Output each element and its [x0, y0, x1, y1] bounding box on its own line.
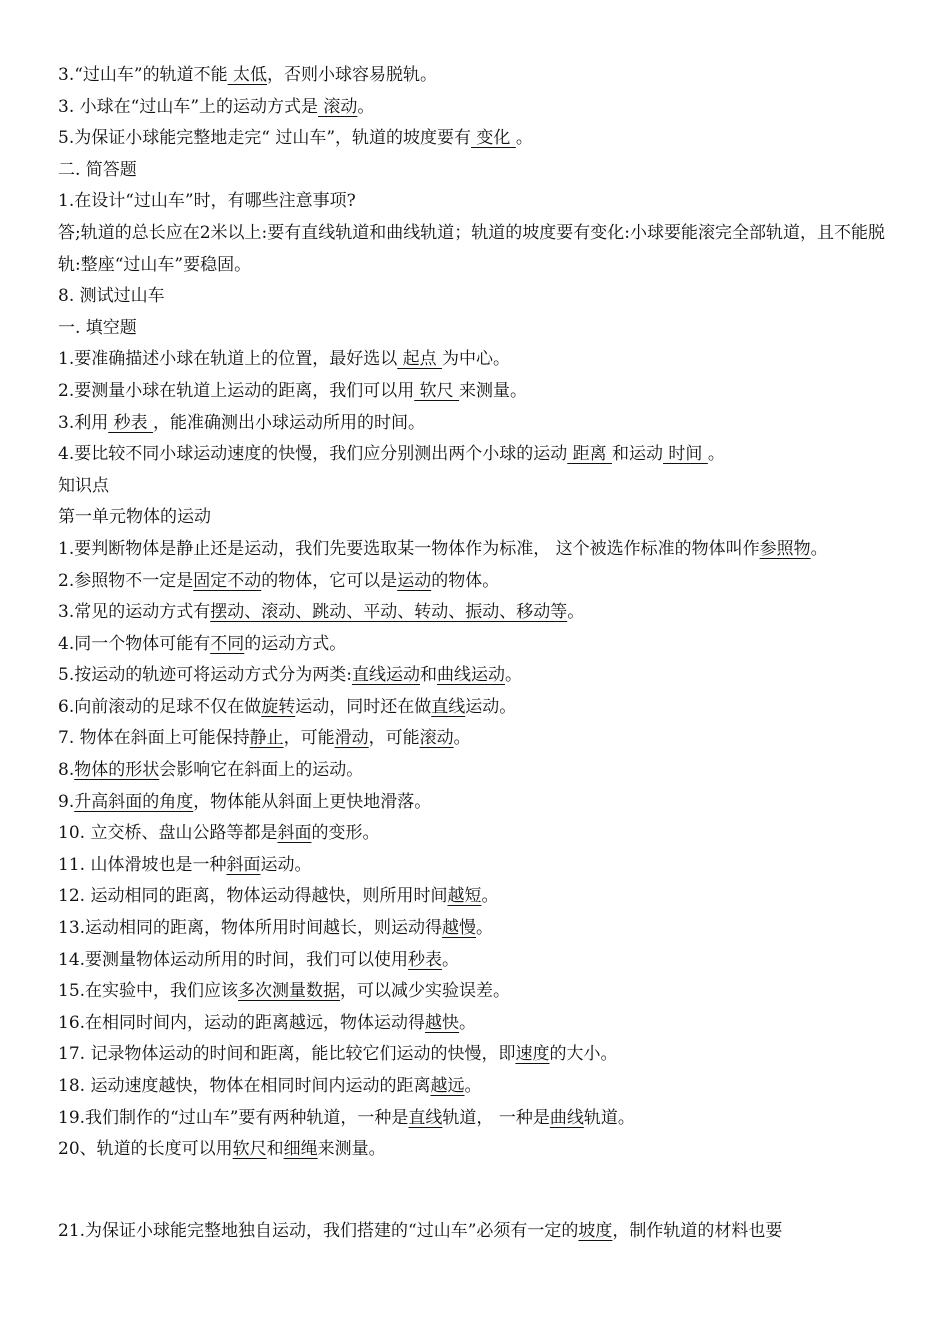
line-text: [58, 65, 437, 85]
answer-underlined: 多次测量数据: [238, 981, 341, 1002]
text-segment: 。: [567, 602, 585, 623]
answer-underlined: 细绳: [283, 1139, 318, 1160]
answer-underlined: 曲线运动: [436, 665, 505, 686]
answer-underlined: 摆动、滚动、跳动、平动、转动、振动、移动等: [210, 602, 568, 623]
text-line: [58, 723, 894, 755]
answer-underlined: 滑动: [334, 728, 369, 749]
answer-underlined: 太低: [227, 65, 268, 85]
text-segment: 6.向前滚动的足球不仅在做: [58, 696, 262, 717]
line-text: [58, 349, 510, 369]
text-segment: 。: [464, 1076, 482, 1096]
text-line: [58, 502, 894, 534]
answer-underlined: 变化: [471, 128, 516, 149]
answer-underlined: 升高斜面的角度: [74, 791, 194, 812]
answer-underlined: 软尺: [232, 1139, 267, 1160]
text-segment: 。: [481, 886, 499, 907]
text-segment: 13.运动相同的距离，物体所用时间越长，则运动得: [58, 918, 443, 939]
text-segment: 2.参照物不一定是: [58, 570, 194, 591]
text-segment: 轨道， 一种是: [442, 1107, 550, 1128]
answer-underlined: 速度: [515, 1044, 550, 1065]
line-text: [58, 476, 109, 496]
text-segment: 4.要比较不同小球运动速度的快慢，我们应分别测出两个小球的运动: [58, 444, 568, 465]
text-line: [58, 123, 894, 155]
text-segment: 4.同一个物体可能有: [58, 633, 211, 654]
text-line: [58, 692, 894, 724]
text-line: [58, 566, 894, 598]
line-text: [58, 1221, 782, 1241]
line-text: [58, 855, 311, 875]
text-segment: 21.为保证小球能完整地独自运动，我们搭建的“过山车”必须有一定的: [58, 1220, 579, 1241]
text-segment: 的大小。: [549, 1044, 618, 1065]
text-segment: 轨道。: [583, 1107, 635, 1128]
text-line: [58, 629, 894, 661]
document-page: [58, 60, 894, 1247]
text-segment: 运动，同时还在做: [295, 696, 432, 717]
line-text: [58, 665, 522, 685]
line-text: [58, 571, 499, 591]
text-line: [58, 850, 894, 882]
answer-underlined: 距离: [567, 444, 613, 465]
line-text: [58, 218, 894, 281]
line-text: [58, 413, 425, 433]
text-line: [58, 439, 894, 471]
answer-underlined: 物体的形状: [74, 760, 160, 781]
line-text: [58, 128, 533, 148]
answer-underlined: 时间: [663, 444, 708, 465]
text-segment: 来测量。: [317, 1139, 386, 1160]
text-segment: 8.: [58, 760, 75, 781]
line-text: [58, 381, 527, 401]
text-line: [58, 281, 894, 313]
answer-underlined: 直线运动: [351, 665, 420, 686]
text-segment: 20、轨道的长度可以用: [58, 1139, 233, 1160]
text-segment: 来测量。: [459, 380, 528, 401]
line-text: [58, 160, 137, 180]
text-line: [58, 471, 894, 503]
text-segment: 12. 运动相同的距离，物体运动得越快，则所用时间: [58, 886, 448, 907]
answer-underlined: 滚动: [318, 96, 358, 117]
text-segment: 18. 运动速度越快，物体在相同时间内运动的距离: [58, 1076, 431, 1096]
line-text: [58, 1044, 617, 1064]
answer-underlined: 越远: [430, 1076, 465, 1096]
line-text: [58, 534, 894, 566]
text-line: [58, 408, 894, 440]
text-segment: 。: [707, 444, 725, 465]
line-text: [58, 318, 137, 338]
text-segment: 5.为保证小球能完整地走完“ 过山车”，轨道的坡度要有: [58, 128, 472, 149]
answer-underlined: 运动: [397, 570, 432, 591]
line-text: [58, 634, 346, 654]
text-line: [58, 344, 894, 376]
text-segment: 和: [419, 665, 437, 686]
line-text: [58, 918, 493, 938]
answer-underlined: 秒表: [408, 949, 443, 970]
answer-underlined: 静止: [249, 728, 284, 749]
text-segment: 一. 填空题: [58, 317, 137, 338]
answer-underlined: 参照物: [759, 538, 811, 559]
line-text: [58, 1076, 481, 1096]
line-text: [58, 444, 725, 464]
text-line: [58, 186, 894, 218]
text-segment: 1.要判断物体是静止还是运动，我们先要选取某一物体作为标准， 这个被选作标准的物体叫作: [58, 538, 760, 559]
text-segment: 3.利用: [58, 412, 109, 433]
text-line: [58, 1039, 894, 1071]
text-line: [58, 313, 894, 345]
text-segment: 的运动方式。: [244, 633, 347, 654]
text-line: [58, 945, 894, 977]
text-line: [58, 597, 894, 629]
text-segment: 3.“过山车”的轨道不能: [58, 65, 228, 85]
text-line: [58, 976, 894, 1008]
text-segment: 运动。: [260, 854, 312, 875]
text-segment: 。: [442, 949, 460, 970]
text-segment: 1.要准确描述小球在轨道上的位置，最好选以: [58, 349, 398, 370]
text-segment: 19.我们制作的“过山车”要有两种轨道，一种是: [58, 1107, 409, 1128]
answer-underlined: 直线: [408, 1107, 443, 1128]
line-text: [58, 760, 363, 780]
text-line: [58, 1216, 894, 1248]
text-segment: 2.要测量小球在轨道上运动的距离，我们可以用: [58, 380, 415, 401]
text-line: [58, 660, 894, 692]
line-text: [58, 792, 431, 812]
line-text: [58, 950, 459, 970]
answer-underlined: 不同: [210, 633, 245, 654]
text-line: [58, 787, 894, 819]
text-line: [58, 218, 894, 281]
text-segment: 和: [266, 1139, 284, 1160]
text-line: [58, 60, 894, 92]
text-segment: 会影响它在斜面上的运动。: [159, 760, 364, 781]
text-segment: 8. 测试过山车: [58, 286, 165, 307]
answer-underlined: 软尺: [414, 380, 460, 401]
text-segment: ，物体能从斜面上更快地滑落。: [193, 791, 432, 812]
answer-underlined: 秒表: [108, 412, 154, 433]
line-text: [58, 1108, 635, 1128]
answer-underlined: 滚动: [419, 728, 454, 749]
text-segment: 的物体，它可以是: [261, 570, 398, 591]
text-segment: 5.按运动的轨迹可将运动方式分为两类:: [58, 665, 352, 686]
text-segment: ，可能: [368, 728, 420, 749]
line-text: [58, 1139, 386, 1159]
text-line: [58, 92, 894, 124]
text-line: [58, 1103, 894, 1135]
text-segment: 知识点: [58, 475, 109, 496]
text-segment: 。: [357, 96, 375, 117]
text-segment: 10. 立交桥、盘山公路等都是: [58, 823, 278, 844]
text-segment: 16.在相同时间内，运动的距离越远，物体运动得: [58, 1012, 426, 1033]
text-segment: 11. 山体滑坡也是一种: [58, 854, 227, 875]
text-segment: 。: [504, 665, 522, 686]
line-text: [58, 981, 510, 1001]
line-text: [58, 286, 165, 306]
text-segment: 。: [459, 1012, 477, 1033]
answer-underlined: 坡度: [578, 1220, 613, 1241]
answer-underlined: 旋转: [261, 696, 296, 717]
answer-underlined: 斜面: [277, 823, 312, 844]
text-segment: ，可以减少实验误差。: [340, 981, 511, 1002]
text-segment: 17. 记录物体运动的时间和距离，能比较它们运动的快慢，即: [58, 1044, 516, 1065]
answer-underlined: 起点: [397, 349, 443, 370]
answer-underlined: 越短: [447, 886, 482, 907]
text-segment: 1.在设计“过山车”时，有哪些注意事项?: [58, 191, 356, 212]
text-line: [58, 1008, 894, 1040]
text-segment: 14.要测量物体运动所用的时间，我们可以使用: [58, 949, 409, 970]
text-segment: 3. 小球在“过山车”上的运动方式是: [58, 96, 319, 117]
text-segment: 。: [453, 728, 471, 749]
answer-underlined: 固定不动: [193, 570, 262, 591]
text-line: [58, 755, 894, 787]
text-line: [58, 913, 894, 945]
line-text: [58, 728, 471, 748]
line-text: [58, 191, 356, 211]
answer-underlined: 越快: [425, 1012, 460, 1033]
line-text: [58, 97, 374, 117]
text-segment: 的物体。: [431, 570, 500, 591]
text-segment: ，能准确测出小球运动所用的时间。: [153, 412, 426, 433]
text-line: [58, 376, 894, 408]
text-line: [58, 1071, 894, 1103]
text-line: [58, 818, 894, 850]
text-segment: 答;轨道的总长应在2米以上:要有直线轨道和曲线轨道；轨道的坡度要有变化:小球要能滚完全部轨道，且不能脱轨:整座“过山车”要稳固。: [58, 222, 885, 275]
text-segment: 的变形。: [311, 823, 380, 844]
answer-underlined: 越慢: [442, 918, 477, 939]
text-segment: 运动。: [465, 696, 517, 717]
text-segment: 3.常见的运动方式有: [58, 602, 211, 623]
text-line: [58, 881, 894, 913]
text-segment: 和运动: [612, 444, 664, 465]
answer-underlined: 曲线: [549, 1107, 584, 1128]
text-segment: 为中心。: [442, 349, 511, 370]
text-segment: 。: [810, 538, 828, 559]
text-segment: 7. 物体在斜面上可能保持: [58, 728, 250, 749]
answer-underlined: 直线: [431, 696, 466, 717]
text-line: [58, 155, 894, 187]
answer-underlined: 斜面: [226, 854, 261, 875]
text-segment: 。: [515, 128, 533, 149]
line-text: [58, 697, 516, 717]
text-segment: ，制作轨道的材料也要: [612, 1220, 783, 1241]
text-segment: ，否则小球容易脱轨。: [267, 65, 438, 85]
text-segment: 15.在实验中，我们应该: [58, 981, 239, 1002]
line-text: [58, 507, 211, 527]
text-segment: 。: [476, 918, 494, 939]
line-text: [58, 823, 379, 843]
line-text: [58, 1013, 476, 1033]
text-line: [58, 1134, 894, 1166]
text-segment: ，可能: [283, 728, 335, 749]
text-segment: 9.: [58, 791, 75, 812]
text-segment: 二. 简答题: [58, 159, 137, 180]
blank-gap: [58, 1166, 894, 1216]
text-segment: 第一单元物体的运动: [58, 507, 211, 528]
line-text: [58, 886, 498, 906]
line-text: [58, 602, 584, 622]
text-line: [58, 534, 894, 566]
